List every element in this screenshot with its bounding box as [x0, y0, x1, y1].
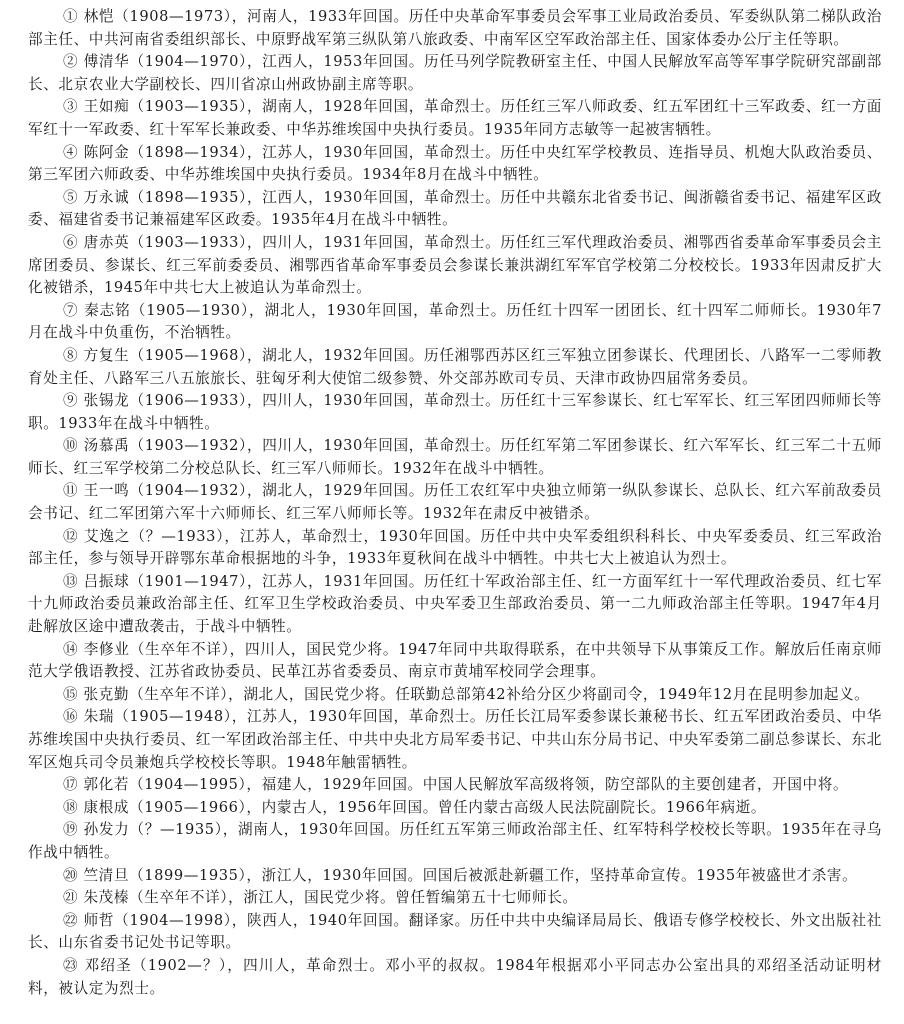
footnote-marker: ③	[63, 98, 79, 116]
footnote-marker: ①	[63, 8, 79, 25]
footnote-text: 方复生（1905—1968），湖北人，1932年回国。历任湘鄂西苏区红三军独立团参谋长、代理团长、八路军一二零师教育处主任、八路军三八五旅旅长、驻匈牙利大使馆二级参赞、外交部苏欧司专员、天津市政协四届常务委员。	[28, 346, 883, 387]
footnote-marker: ⑦	[63, 301, 79, 319]
footnote-text: 朱茂榛（生卒年不详），浙江人，国民党少将。曾任暂编第五十七师师长。	[83, 889, 578, 907]
footnote-marker: ⑳	[63, 866, 79, 884]
footnote-marker: ⑨	[63, 392, 79, 410]
footnote-6	[28, 232, 882, 300]
footnote-marker: ⑧	[63, 346, 79, 364]
footnote-text: 王一鸣（1904—1932），湖北人，1929年回国。历任工农红军中央独立师第一纵队参谋长、总队长、红六军前敌委员会书记、红二军团第六军十六师师长、红三军八师师长等。1932年在肃反中被错杀。	[28, 482, 883, 523]
footnote-1	[28, 6, 882, 51]
footnote-text: 万永诚（1898—1935），江西人，1930年回国，革命烈士。历任中共赣东北省委书记、闽浙赣省委书记、福建军区政委、福建省委书记兼福建军区政委。1935年4月在战斗中牺牲。	[28, 188, 883, 229]
footnote-marker: ⑱	[63, 798, 79, 816]
footnote-marker: ⑭	[63, 640, 79, 658]
footnote-marker: ㉓	[63, 956, 79, 974]
footnote-marker: ⑲	[63, 821, 79, 839]
footnote-text: 邓绍圣（1902—？），四川人，革命烈士。邓小平的叔叔。1984年根据邓小平同志办公室出具的邓绍圣活动证明材料，被认定为烈士。	[28, 956, 882, 997]
footnote-text: 王如痴（1903—1935），湖南人，1928年回国，革命烈士。历任红三军八师政委、红五军团红十三军政委、红一方面军红十一军政委、红十军军长兼政委、中华苏维埃国中央执行委员。1935年同方志敏等一起被害牺牲。	[28, 98, 883, 138]
footnote-text: 李修业（生卒年不详），四川人，国民党少将。1947年同中共取得联系，在中共领导下从事策反工作。解放后任南京师范大学俄语教授、江苏省政协委员、民革江苏省委委员、南京市黄埔军校同学会理事。	[28, 640, 882, 681]
footnote-text: 艾逸之（？—1933），江苏人，革命烈士，1930年回国。历任中共中央军委组织科科长、中央军委委员、红三军政治部主任，参与领导开辟鄂东革命根据地的斗争，1933年夏秋间在战斗中牺牲。中共七大上被追认为烈士。	[28, 527, 882, 568]
footnote-text: 林恺（1908—1973），河南人，1933年回国。历任中央革命军事委员会军事工业局政治委员、军委纵队第二梯队政治部主任、中共河南省委组织部长、中原野战军第三纵队第八旅政委、中南军区空军政治部主任、国家体委办公厅主任等职。	[28, 8, 883, 48]
footnote-marker: ⑪	[63, 482, 79, 500]
footnote-9	[28, 390, 882, 435]
footnote-4	[28, 142, 882, 187]
footnote-text: 康根成（1905—1966），内蒙古人，1956年回国。曾任内蒙古高级人民法院副院长。1966年病逝。	[83, 798, 767, 816]
footnote-text: 汤慕禹（1903—1932），四川人，1930年回国，革命烈士。历任红军第二军团参谋长、红六军军长、红三军二十五师师长、红三军学校第二分校总队长、红三军八师师长。1932年在战斗中牺牲。	[28, 437, 883, 477]
footnote-19	[28, 819, 882, 864]
footnote-marker: ⑩	[63, 437, 79, 455]
footnote-text: 陈阿金（1898—1934），江苏人，1930年回国，革命烈士。历任中央红军学校教员、连指导员、机炮大队政治委员、第三军团六师政委、中华苏维埃国中央执行委员。1934年8月在战斗中牺牲。	[28, 143, 883, 184]
footnote-23	[28, 955, 882, 1000]
footnote-text: 傅清华（1904—1970），江西人，1953年回国。历任马列学院教研室主任、中国人民解放军高等军事学院研究部副部长、北京农业大学副校长、四川省凉山州政协副主席等职。	[28, 53, 883, 93]
footnote-marker: ⑤	[63, 188, 79, 206]
footnote-marker: ⑥	[63, 233, 79, 251]
footnote-22	[28, 910, 882, 955]
footnote-15	[28, 684, 882, 707]
footnote-11	[28, 480, 882, 525]
footnote-marker: ④	[63, 143, 79, 161]
footnote-text: 唐赤英（1903—1933），四川人，1931年回国，革命烈士。历任红三军代理政治委员、湘鄂西省委革命军事委员会主席团委员、参谋长、红三军前委委员、湘鄂西省革命军事委员会参谋长兼洪湖红军军官学校第二分校校长。1933年因肃反扩大化被错杀，1945年中共七大上被追认为革命烈士。	[28, 233, 883, 297]
footnote-8	[28, 345, 882, 390]
footnote-21	[28, 887, 882, 910]
footnote-marker: ㉑	[63, 889, 79, 907]
footnote-3	[28, 96, 882, 141]
footnote-14	[28, 639, 882, 684]
footnote-17	[28, 774, 882, 797]
footnote-7	[28, 300, 882, 345]
footnote-text: 竺清旦（1899—1935），浙江人，1930年回国。回国后被派赴新疆工作，坚持革命宣传。1935年被盛世才杀害。	[83, 866, 858, 884]
footnote-text: 师哲（1904—1998），陕西人，1940年回国。翻译家。历任中共中央编译局局长、俄语专修学校校长、外文出版社社长、山东省委书记处书记等职。	[28, 911, 883, 952]
footnote-16	[28, 706, 882, 774]
footnote-marker: ⑫	[63, 527, 79, 545]
footnote-text: 张克勤（生卒年不详），湖北人，国民党少将。任联勤总部第42补给分区少将副司令，1949年12月在昆明参加起义。	[83, 685, 870, 703]
footnote-13	[28, 571, 882, 639]
footnote-5	[28, 187, 882, 232]
footnote-marker: ⑯	[63, 708, 79, 726]
footnote-text: 朱瑞（1905—1948），江苏人，1930年回国，革命烈士。历任长江局军委参谋长兼秘书长、红五军团政治委员、中华苏维埃国中央执行委员、红一军团政治部主任、中共中央北方局军委书记、中共山东分局书记、中央军委第二副总参谋长、东北军区炮兵司令员兼炮兵学校校长等职。1948年触雷牺牲。	[28, 708, 883, 771]
footnote-marker: ⑰	[63, 776, 79, 794]
footnote-marker: ㉒	[63, 911, 79, 929]
footnote-text: 张锡龙（1906—1933），四川人，1930年回国，革命烈士。历任红十三军参谋长、红七军军长、红三军团四师师长等职。1933年在战斗中牺牲。	[28, 392, 883, 432]
footnote-text: 秦志铭（1905—1930），湖北人，1930年回国，革命烈士。历任红十四军一团团长、红十四军二师师长。1930年7月在战斗中负重伤，不治牺牲。	[28, 301, 882, 342]
footnote-20	[28, 865, 882, 888]
footnote-12	[28, 526, 882, 571]
footnote-text: 孙发力（？—1935），湖南人，1930年回国。历任红五军第三师政治部主任、红军特科学校校长等职。1935年在寻乌作战中牺牲。	[28, 821, 882, 861]
footnote-2	[28, 51, 882, 96]
footnote-marker: ⑮	[63, 685, 79, 703]
footnote-marker: ⑬	[63, 572, 79, 590]
footnote-18	[28, 797, 882, 820]
footnote-text: 吕振球（1901—1947），江苏人，1931年回国。历任红十军政治部主任、红一方面军红十一军代理政治委员、红七军十九师政治委员兼政治部主任、红军卫生学校政治委员、中央军委卫生部政治委员、第一二九师政治部主任等职。1947年4月赴解放区途中遭敌袭击，于战斗中牺牲。	[28, 572, 883, 636]
footnote-marker: ②	[63, 53, 79, 71]
footnote-text: 郭化若（1904—1995），福建人，1929年回国。中国人民解放军高级将领，防空部队的主要创建者，开国中将。	[83, 776, 849, 794]
footnote-10	[28, 435, 882, 480]
